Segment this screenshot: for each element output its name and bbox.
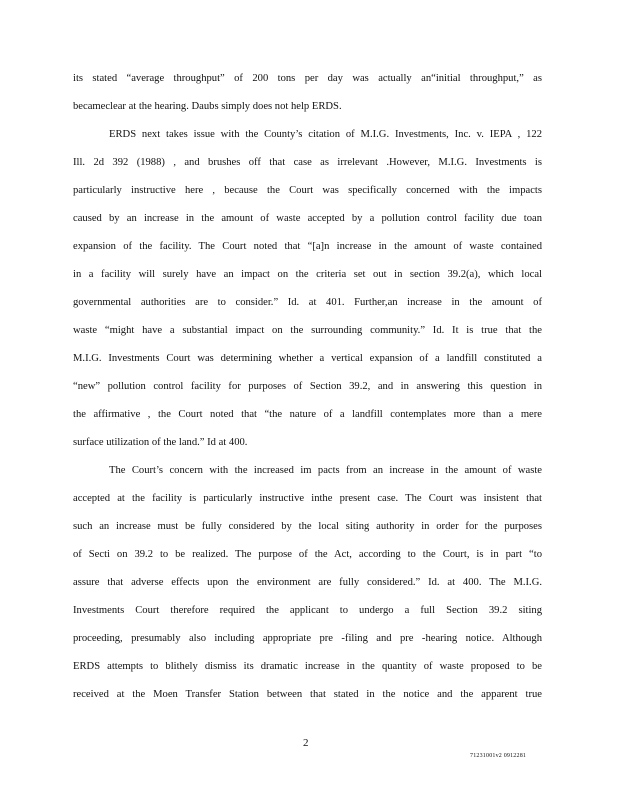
text-line: its stated “average throughput” of 200 tons per day was actually an“initial throughput,” as	[73, 73, 542, 84]
text-line: the affirmative , the Court noted that “the nature of a landfill contemplates more than a mere	[73, 409, 542, 420]
text-line: surface utilization of the land.” Id at 400.	[73, 437, 248, 448]
text-line: ERDS attempts to blithely dismiss its dramatic increase in the quantity of waste proposed to be	[73, 661, 542, 672]
text-line: The Court’s concern with the increased im pacts from an increase in the amount of waste	[109, 465, 542, 476]
text-line: expansion of the facility. The Court noted that “[a]n increase in the amount of waste contained	[73, 241, 542, 252]
text-line: “new” pollution control facility for purposes of Section 39.2, and in answering this question in	[73, 381, 542, 392]
text-line: proceeding, presumably also including appropriate pre -filing and pre -hearing notice. Although	[73, 633, 542, 644]
text-line: M.I.G. Investments Court was determining whether a vertical expansion of a landfill constituted a	[73, 353, 542, 364]
text-line: waste “might have a substantial impact on the surrounding community.” Id. It is true that the	[73, 325, 542, 336]
text-line: governmental authorities are to consider.” Id. at 401. Further,an increase in the amount of	[73, 297, 542, 308]
text-line: such an increase must be fully considered by the local siting authority in order for the purposes	[73, 521, 542, 532]
text-line: accepted at the facility is particularly instructive inthe present case. The Court was insistent that	[73, 493, 542, 504]
text-line: assure that adverse effects upon the environment are fully considered.” Id. at 400. The M.I.G.	[73, 577, 542, 588]
text-line: ERDS next takes issue with the County’s citation of M.I.G. Investments, Inc. v. IEPA , 122	[109, 129, 542, 140]
document-id: 71231001v2 0912281	[470, 753, 527, 759]
text-line: particularly instructive here , because the Court was specifically concerned with the impacts	[73, 185, 542, 196]
text-line: received at the Moen Transfer Station between that stated in the notice and the apparent true	[73, 689, 542, 700]
text-line: Ill. 2d 392 (1988) , and brushes off that case as irrelevant .However, M.I.G. Investments is	[73, 157, 542, 168]
text-line: becameclear at the hearing. Daubs simply does not help ERDS.	[73, 101, 342, 112]
text-line: Investments Court therefore required the applicant to undergo a full Section 39.2 siting	[73, 605, 542, 616]
text-line: of Secti on 39.2 to be realized. The purpose of the Act, according to the Court, is in part “to	[73, 549, 542, 560]
text-line: caused by an increase in the amount of waste accepted by a pollution control facility due toan	[73, 213, 542, 224]
page-number: 2	[303, 737, 309, 749]
text-line: in a facility will surely have an impact on the criteria set out in section 39.2(a), which local	[73, 269, 542, 280]
